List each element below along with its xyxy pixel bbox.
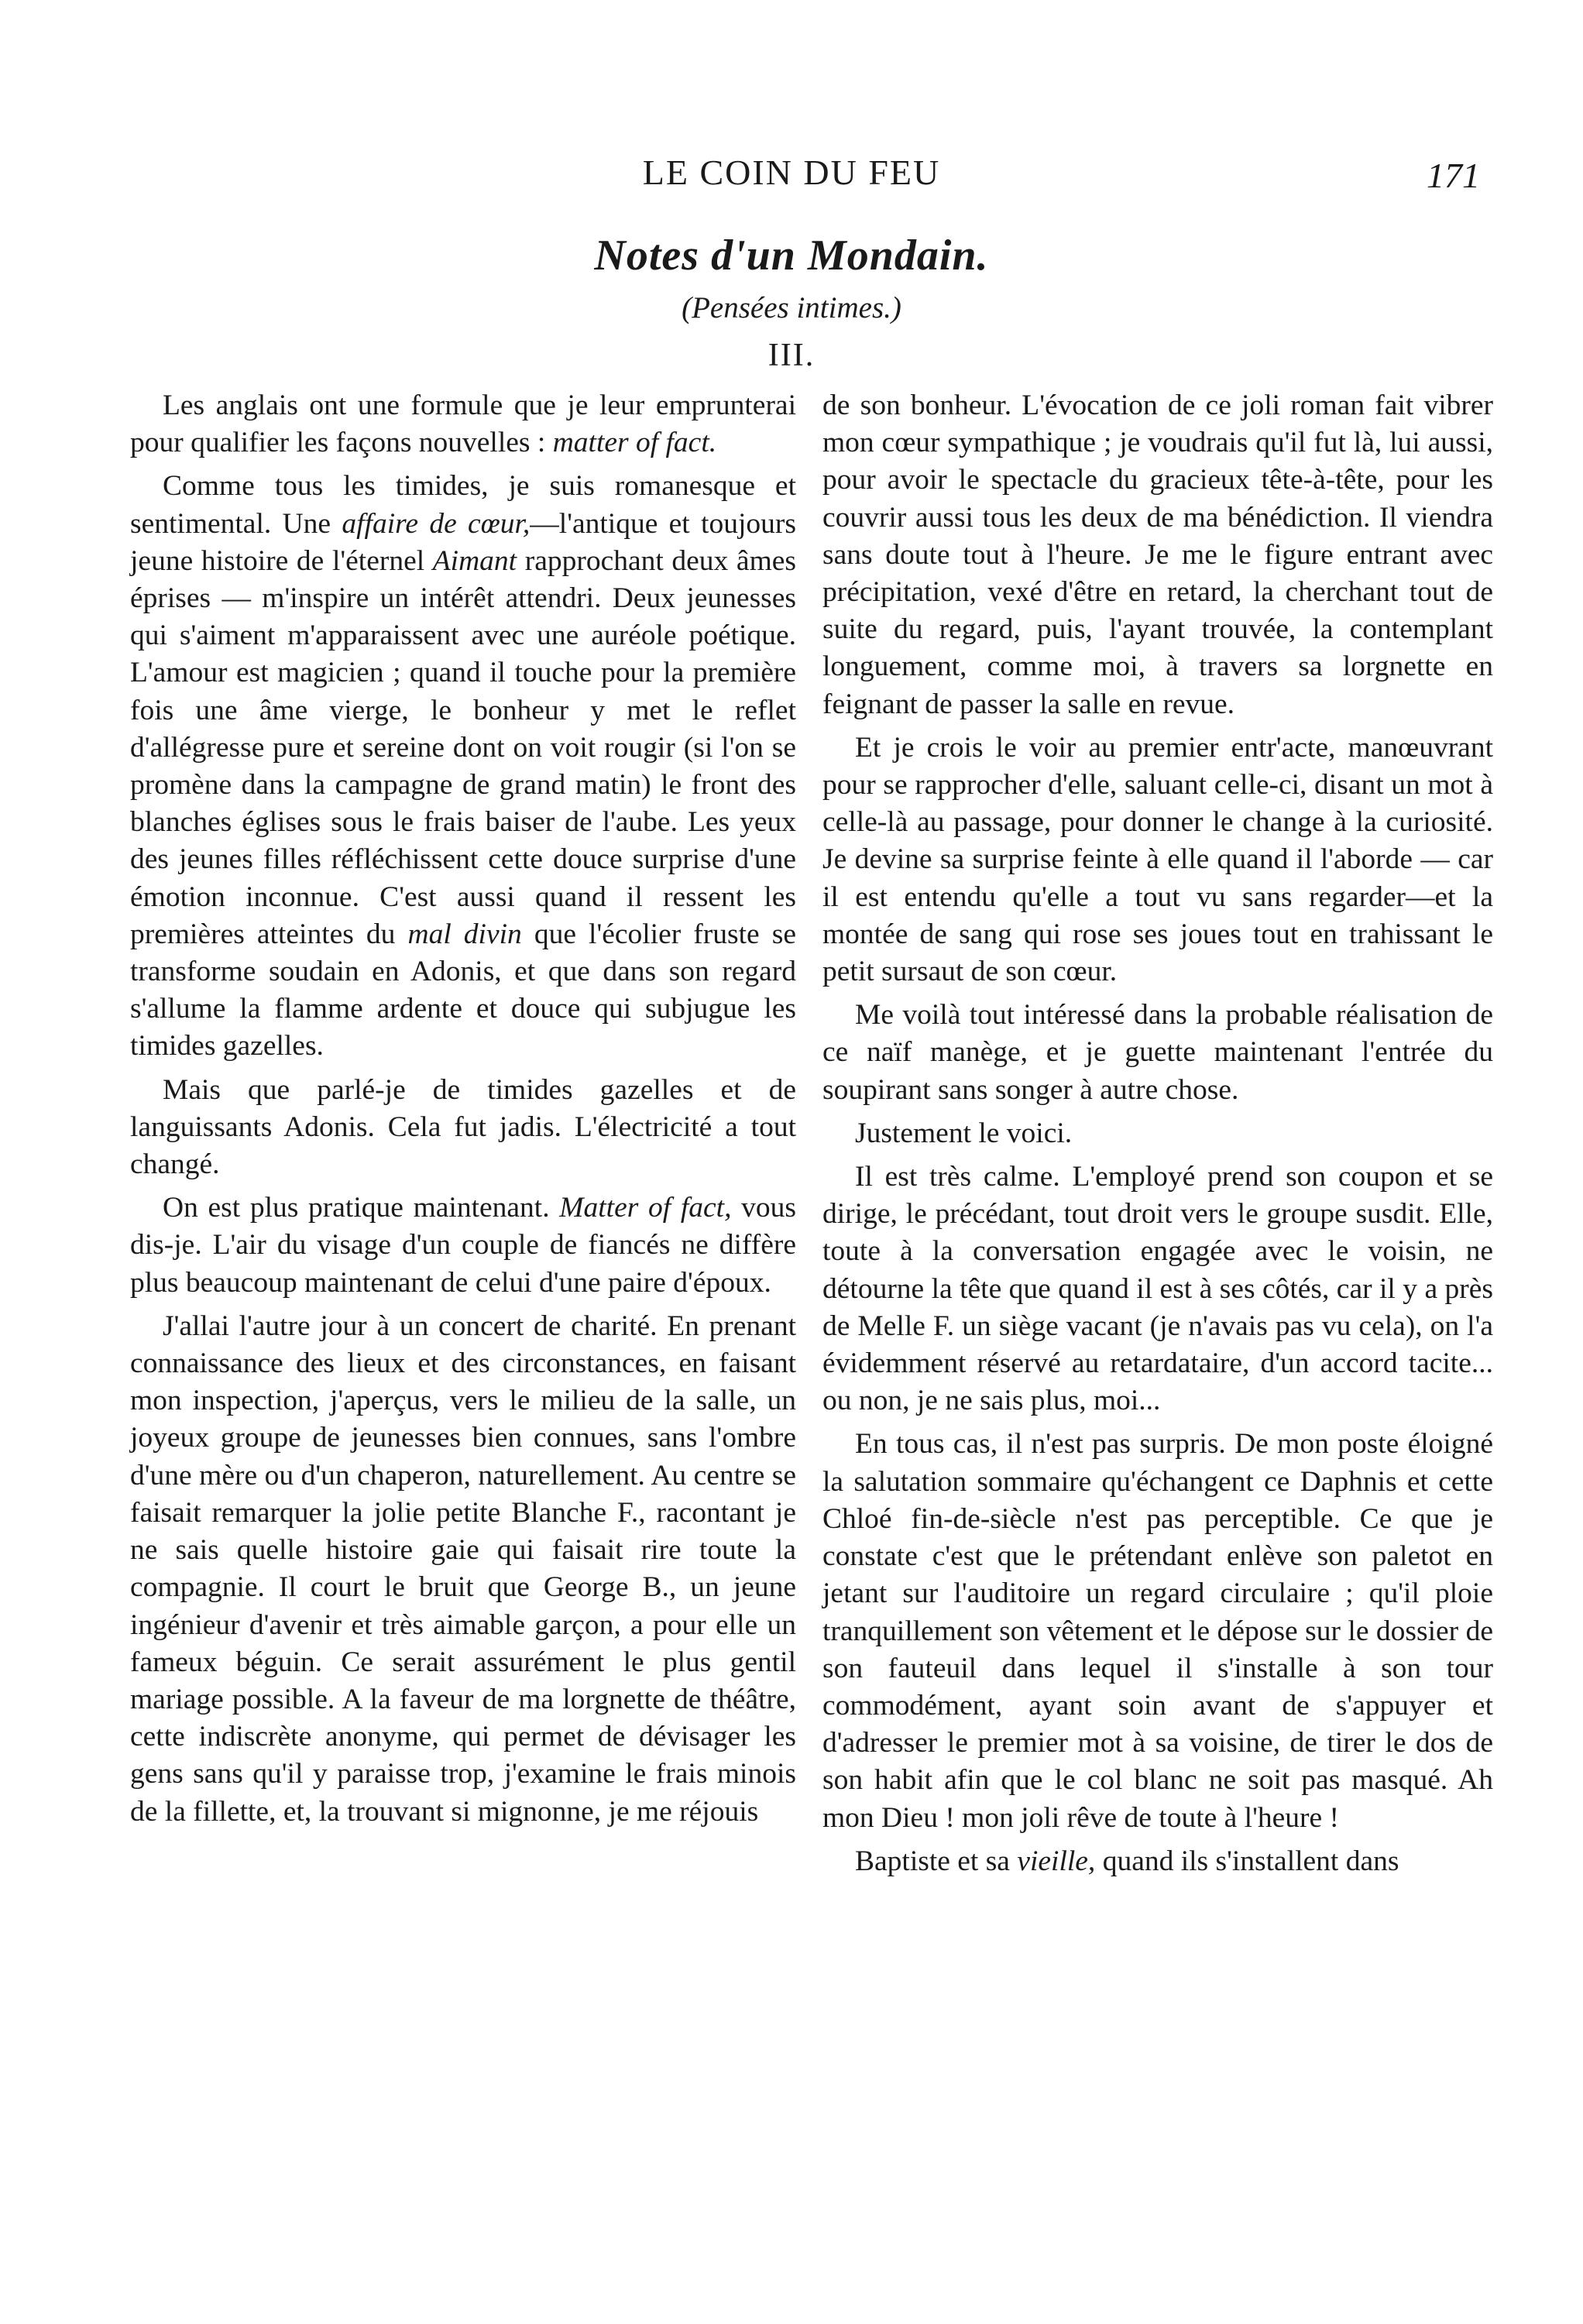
page-number: 171	[1427, 156, 1480, 195]
running-title: LE COIN DU FEU	[642, 153, 941, 192]
paragraph: On est plus pratique maintenant. Matter of fact, vous dis-je. L'air du visage d'un couple de fiancés ne diffère plus beaucoup maintenant de celui d'une paire d'époux.	[130, 1192, 796, 1299]
section-number: III.	[767, 338, 816, 373]
left-column	[130, 387, 796, 1837]
paragraph: Comme tous les timides, je suis romanesque et sentimental. Une affaire de cœur,—l'antique et toujours jeune histoire de l'éternel Aimant rapprochant deux âmes éprises — m'inspire un intérêt attendri. Deux jeunesses qui s'aiment m'apparaissent avec une auréole poétique. L'amour est magicien ; quand il touche pour la première fois une âme vierge, le bonheur y met le reflet d'allégresse pure et sereine dont on voit rougir (si l'on se promène dans la campagne de grand matin) le front des blanches églises sous le frais baiser de l'aube. Les yeux des jeunes filles réfléchissent cette douce surprise d'une émotion inconnue. C'est aussi quand il ressent les premières atteintes du mal divin que l'écolier fruste se transforme soudain en Adonis, et que dans son regard s'allume la flamme ardente et douce qui subjugue les timides gazelles.	[130, 470, 796, 1062]
paragraph: Justement le voici.	[855, 1117, 1073, 1149]
paragraph: Il est très calme. L'employé prend son coupon et se dirige, le précédant, tout droit vers le groupe susdit. Elle, toute à la conversation engagée avec le voisin, ne détourne la tête que quand il est à ses côtés, car il y a près de Melle F. un siège vacant (je n'avais pas vu cela), on l'a évidemment réservé au retardataire, d'un accord tacite... ou non, je ne sais plus, moi...	[822, 1161, 1493, 1417]
paragraph: En tous cas, il n'est pas surpris. De mon poste éloigné la salutation sommaire qu'échangent ce Daphnis et cette Chloé fin-de-siècle n'est pas perceptible. Ce que je constate c'est que le prétendant enlève son paletot en jetant sur l'auditoire un regard circulaire ; qu'il ploie tranquillement son vêtement et le dépose sur le dossier de son fauteuil dans lequel il s'installe à son tour commodément, ayant soin avant de s'appuyer et d'adresser le premier mot à sa voisine, de tirer le dos de son habit afin que le col blanc ne soit pas masqué. Ah mon Dieu ! mon joli rêve de toute à l'heure !	[822, 1428, 1493, 1834]
paragraph: Me voilà tout intéressé dans la probable réalisation de ce naïf manège, et je guette maintenant l'entrée du soupirant sans songer à autre chose.	[822, 999, 1493, 1106]
paragraph: Baptiste et sa vieille, quand ils s'installent dans	[855, 1845, 1399, 1877]
paragraph: Mais que parlé-je de timides gazelles et de languissants Adonis. Cela fut jadis. L'électricité a tout changé.	[130, 1073, 796, 1181]
paragraph: Les anglais ont une formule que je leur emprunterai pour qualifier les façons nouvelles : matter of fact.	[130, 390, 796, 459]
article-subtitle: (Pensées intimes.)	[682, 291, 901, 324]
right-column	[822, 387, 1493, 1886]
paragraph: de son bonheur. L'évocation de ce joli roman fait vibrer mon cœur sympathique ; je voudrais qu'il fut là, lui aussi, pour avoir le spectacle du gracieux tête-à-tête, pour les couvrir aussi tous les deux de ma bénédiction. Il viendra sans doute tout à l'heure. Je me le figure entrant avec précipitation, vexé d'être en retard, la cherchant tout de suite du regard, puis, l'ayant trouvée, la contemplant longuement, comme moi, à travers sa lorgnette en feignant de passer la salle en revue.	[822, 390, 1493, 720]
paragraph: Et je crois le voir au premier entr'acte, manœuvrant pour se rapprocher d'elle, saluant celle-ci, disant un mot à celle-là au passage, pour donner le change à la curiosité. Je devine sa surprise feinte à elle quand il l'aborde — car il est entendu qu'elle a tout vu sans regarder—et la montée de sang qui rose ses joues tout en trahissant le petit sursaut de son cœur.	[822, 731, 1493, 988]
article-title: Notes d'un Mondain.	[594, 232, 989, 280]
paragraph: J'allai l'autre jour à un concert de charité. En prenant connaissance des lieux et des circonstances, en faisant mon inspection, j'aperçus, vers le milieu de la salle, un joyeux groupe de jeunesses bien connues, sans l'ombre d'une mère ou d'un chaperon, naturellement. Au centre se faisait remarquer la jolie petite Blanche F., racontant je ne sais quelle histoire gaie qui faisait rire toute la compagnie. Il court le bruit que George B., un jeune ingénieur d'avenir et très aimable garçon, a pour elle un fameux béguin. Ce serait assurément le plus gentil mariage possible. A la faveur de ma lorgnette de théâtre, cette indiscrète anonyme, qui permet de dévisager les gens sans qu'il y paraisse trop, j'examine le frais minois de la fillette, et, la trouvant si mignonne, je me réjouis	[130, 1310, 796, 1828]
